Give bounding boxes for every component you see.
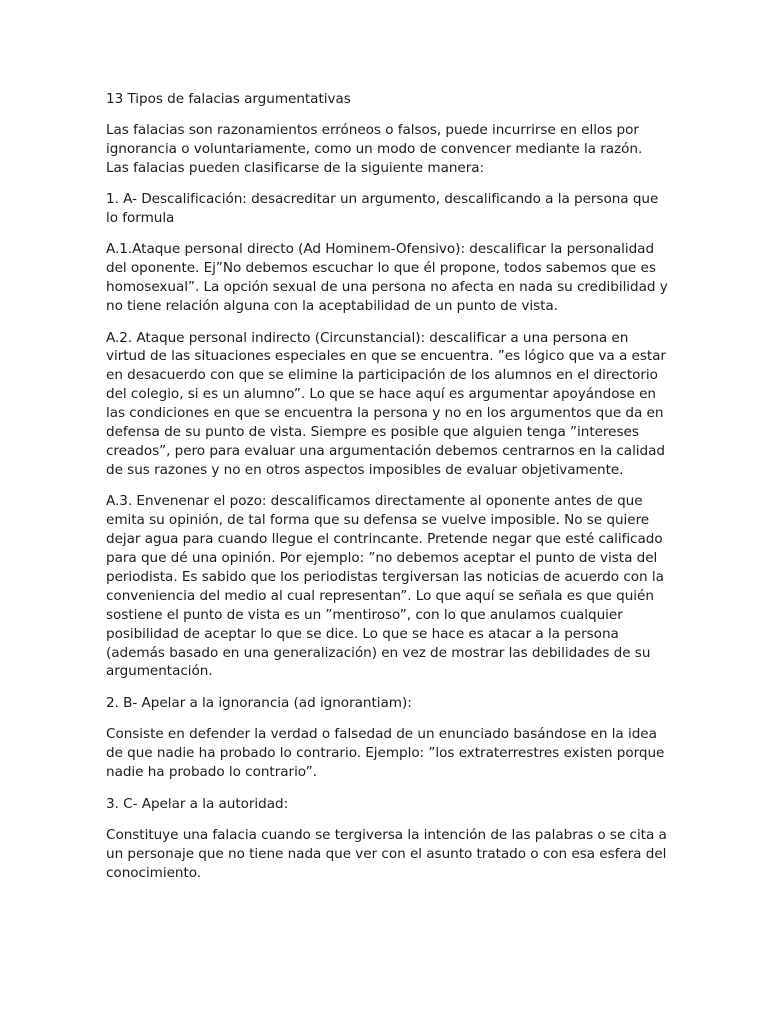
paragraph-a2: A.2. Ataque personal indirecto (Circunstancial): descalificar a una persona en virtud de las situaciones especiales en que se encuentra. ”es lógico que va a estar en desacuerdo con que se elimine la participación de los alumnos en el directorio del colegio, si es un alumno”. Lo que se hace aquí es argumentar apoyándose en las condiciones en que se encuentra la persona y no en los argumentos que da en defensa de su punto de vista. Siempre es posible que alguien tenga ”intereses creados”, pero para evaluar una argumentación debemos centrarnos en la calidad de sus razones y no en otros aspectos imposibles de evaluar objetivamente. — [106, 329, 666, 478]
paragraph-3c-body: Constituye una falacia cuando se tergiversa la intención de las palabras o se cita a un personaje que no tiene nada que ver con el asunto tratado o con esa esfera del conocimiento. — [106, 826, 667, 881]
paragraph-section-2b: 2. B- Apelar a la ignorancia (ad ignorantiam): — [106, 694, 412, 711]
document-body — [106, 90, 668, 895]
paragraph-section-1a: 1. A- Descalificación: desacreditar un argumento, descalificando a la persona que lo formula — [106, 191, 659, 227]
paragraph-section-3c: 3. C- Apelar a la autoridad: — [106, 795, 289, 812]
paragraph-a1: A.1.Ataque personal directo (Ad Hominem-Ofensivo): descalificar la personalidad del oponente. Ej”No debemos escuchar lo que él propone, todos sabemos que es homosexual”. La opción sexual de una persona no afecta en nada su credibilidad y no tiene relación alguna con la aceptabilidad de un punto de vista. — [106, 241, 668, 315]
paragraph-a3: A.3. Envenenar el pozo: descalificamos directamente al oponente antes de que emita su opinión, de tal forma que su defensa se vuelve imposible. No se quiere dejar agua para cuando llegue el contrincante. Pretende negar que esté calificado para que dé una opinión. Por ejemplo: ”no debemos aceptar el punto de vista del periodista. Es sabido que los periodistas tergiversan las noticias de acuerdo con la conveniencia del medio al cual representan”. Lo que aquí se señala es que quién sostiene el punto de vista es un ”mentiroso”, con lo que anulamos cualquier posibilidad de aceptar lo que se dice. Lo que se hace es atacar a la persona (además basado en una generalización) en vez de mostrar las debilidades de su argumentación. — [106, 493, 664, 680]
paragraph-2b-body: Consiste en defender la verdad o falsedad de un enunciado basándose en la idea de que nadie ha probado lo contrario. Ejemplo: ”los extraterrestres existen porque nadie ha probado lo contrario”. — [106, 726, 665, 781]
paragraph-intro: Las falacias son razonamientos erróneos o falsos, puede incurrirse en ellos por ignorancia o voluntariamente, como un modo de convencer mediante la razón. Las falacias pueden clasificarse de la siguiente manera: — [106, 121, 643, 176]
document-title: 13 Tipos de falacias argumentativas — [106, 91, 351, 107]
